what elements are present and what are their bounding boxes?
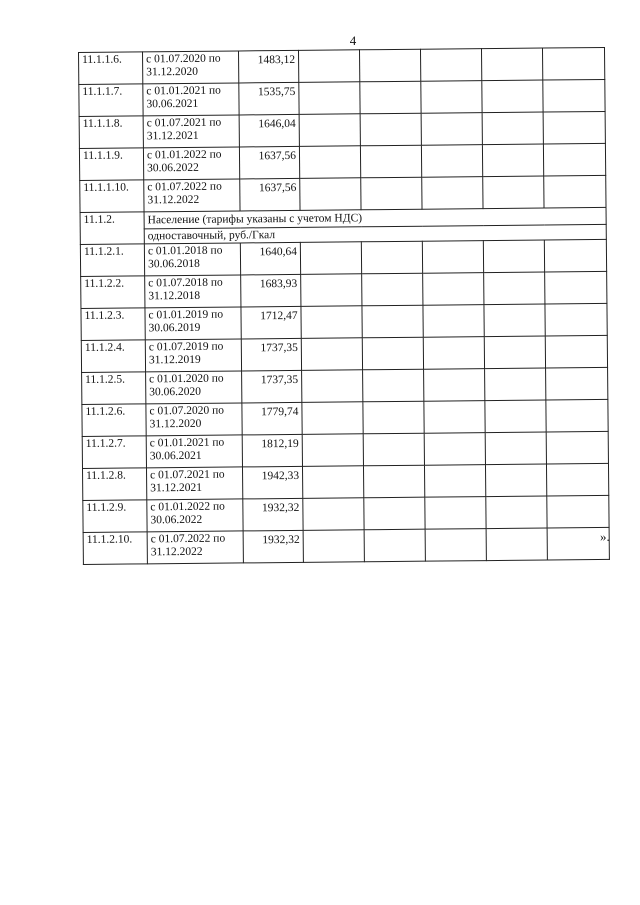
row-number: 11.1.1.10. [80, 180, 144, 213]
row-value: 1535,75 [239, 82, 299, 115]
empty-cell [485, 400, 546, 433]
row-period: с 01.01.2020 по 30.06.2020 [146, 371, 242, 404]
empty-cell [363, 369, 424, 402]
empty-cell [421, 113, 482, 146]
empty-cell [299, 114, 360, 147]
row-period: с 01.07.2022 по 31.12.2022 [147, 531, 243, 564]
row-period: с 01.07.2020 по 31.12.2020 [146, 403, 242, 436]
empty-cell [302, 402, 363, 435]
empty-cell [425, 529, 486, 562]
row-value: 1932,32 [243, 498, 303, 531]
table-body-top [79, 47, 607, 212]
empty-cell [484, 272, 545, 305]
table-row [82, 431, 608, 468]
tariff-table-container [78, 47, 609, 565]
empty-cell [361, 241, 422, 274]
empty-cell [485, 368, 546, 401]
row-period: с 01.07.2021 по 31.12.2021 [143, 115, 239, 148]
empty-cell [486, 528, 547, 561]
empty-cell [546, 367, 608, 400]
row-number: 11.1.2.10. [83, 532, 147, 565]
empty-cell [544, 239, 606, 272]
row-number: 11.1.2.5. [82, 372, 146, 405]
empty-cell [545, 271, 607, 304]
table-row [79, 143, 605, 180]
row-number: 11.1.2.2. [81, 276, 145, 309]
row-value: 1737,35 [241, 338, 301, 371]
empty-cell [359, 49, 420, 82]
empty-cell [301, 306, 362, 339]
empty-cell [360, 145, 421, 178]
empty-cell [481, 48, 542, 81]
section-header [80, 207, 606, 244]
row-number: 11.1.2.7. [82, 436, 146, 469]
empty-cell [302, 370, 363, 403]
table-row [79, 111, 605, 148]
empty-cell [425, 497, 486, 530]
table-row [81, 303, 607, 340]
empty-cell [486, 496, 547, 529]
empty-cell [300, 178, 361, 211]
empty-cell [303, 498, 364, 531]
row-value: 1779,74 [242, 402, 302, 435]
tariff-table [78, 47, 610, 565]
row-number: 11.1.2.1. [80, 244, 144, 277]
table-row [81, 335, 607, 372]
empty-cell [485, 464, 546, 497]
row-number: 11.1.2.3. [81, 308, 145, 341]
empty-cell [362, 337, 423, 370]
table-row [82, 463, 608, 500]
row-value: 1483,12 [238, 50, 298, 83]
row-period: с 01.01.2022 по 30.06.2022 [143, 147, 239, 180]
table-row [83, 527, 609, 564]
empty-cell [420, 49, 481, 82]
table-row [81, 271, 607, 308]
row-value: 1637,56 [239, 146, 299, 179]
empty-cell [299, 82, 360, 115]
empty-cell [360, 113, 421, 146]
empty-cell [422, 177, 483, 210]
row-period: с 01.01.2022 по 30.06.2022 [147, 499, 243, 532]
empty-cell [363, 465, 424, 498]
section-subtitle: одноставочный, руб./Гкал [144, 224, 606, 244]
table-row [80, 239, 606, 276]
empty-cell [543, 79, 605, 112]
row-value: 1812,19 [242, 434, 302, 467]
empty-cell [421, 145, 482, 178]
empty-cell [482, 80, 543, 113]
table-row [80, 175, 606, 212]
empty-cell [302, 434, 363, 467]
row-period: с 01.07.2022 по 31.12.2022 [144, 179, 240, 212]
table-row [79, 79, 605, 116]
empty-cell [546, 399, 608, 432]
row-period: с 01.01.2019 по 30.06.2019 [145, 307, 241, 340]
row-number: 11.1.1.7. [79, 84, 143, 117]
empty-cell [547, 495, 609, 528]
empty-cell [482, 144, 543, 177]
empty-cell [423, 305, 484, 338]
empty-cell [364, 529, 425, 562]
empty-cell [424, 465, 485, 498]
empty-cell [422, 241, 483, 274]
row-number: 11.1.1.8. [79, 116, 143, 149]
empty-cell [421, 81, 482, 114]
empty-cell [363, 401, 424, 434]
empty-cell [545, 335, 607, 368]
empty-cell [546, 463, 608, 496]
row-value: 1683,93 [241, 274, 301, 307]
row-value: 1640,64 [240, 242, 300, 275]
empty-cell [544, 175, 606, 208]
table-row [79, 47, 605, 84]
empty-cell [299, 146, 360, 179]
row-period: с 01.07.2018 по 31.12.2018 [145, 275, 241, 308]
empty-cell [484, 304, 545, 337]
empty-cell [485, 432, 546, 465]
empty-cell [298, 50, 359, 83]
row-period: с 01.01.2021 по 30.06.2021 [146, 435, 242, 468]
row-number: 11.1.2.8. [82, 468, 146, 501]
empty-cell [483, 176, 544, 209]
table-body-bottom [80, 239, 609, 564]
section-number: 11.1.2. [80, 212, 144, 245]
row-period: с 01.07.2021 по 31.12.2021 [146, 467, 242, 500]
empty-cell [542, 47, 604, 80]
empty-cell [543, 111, 605, 144]
empty-cell [424, 369, 485, 402]
empty-cell [360, 81, 421, 114]
row-value: 1942,33 [242, 466, 302, 499]
empty-cell [363, 433, 424, 466]
empty-cell [543, 143, 605, 176]
row-number: 11.1.2.9. [83, 500, 147, 533]
section-title: Население (тарифы указаны с учетом НДС) [144, 207, 606, 228]
table-row [83, 495, 609, 532]
empty-cell [424, 433, 485, 466]
table-row [82, 367, 608, 404]
empty-cell [364, 497, 425, 530]
row-value: 1637,56 [240, 178, 300, 211]
row-number: 11.1.1.6. [79, 52, 143, 85]
row-period: с 01.07.2019 по 31.12.2019 [145, 339, 241, 372]
empty-cell [362, 305, 423, 338]
row-period: с 01.01.2018 по 30.06.2018 [144, 243, 240, 276]
empty-cell [482, 112, 543, 145]
row-number: 11.1.2.4. [81, 340, 145, 373]
row-number: 11.1.2.6. [82, 404, 146, 437]
row-period: с 01.07.2020 по 31.12.2020 [143, 51, 239, 84]
closing-mark: ». [600, 529, 610, 544]
row-period: с 01.01.2021 по 30.06.2021 [143, 83, 239, 116]
table-row [82, 399, 608, 436]
empty-cell [302, 466, 363, 499]
row-number: 11.1.1.9. [79, 148, 143, 181]
empty-cell [301, 338, 362, 371]
empty-cell [303, 530, 364, 563]
empty-cell [546, 431, 608, 464]
empty-cell [483, 240, 544, 273]
empty-cell [300, 242, 361, 275]
row-value: 1712,47 [241, 306, 301, 339]
empty-cell [423, 273, 484, 306]
row-value: 1737,35 [242, 370, 302, 403]
empty-cell [424, 401, 485, 434]
row-value: 1646,04 [239, 114, 299, 147]
empty-cell [301, 274, 362, 307]
empty-cell [545, 303, 607, 336]
empty-cell [423, 337, 484, 370]
empty-cell [484, 336, 545, 369]
row-value: 1932,32 [243, 530, 303, 563]
page-number: 4 [349, 33, 357, 48]
empty-cell [362, 273, 423, 306]
empty-cell [361, 177, 422, 210]
